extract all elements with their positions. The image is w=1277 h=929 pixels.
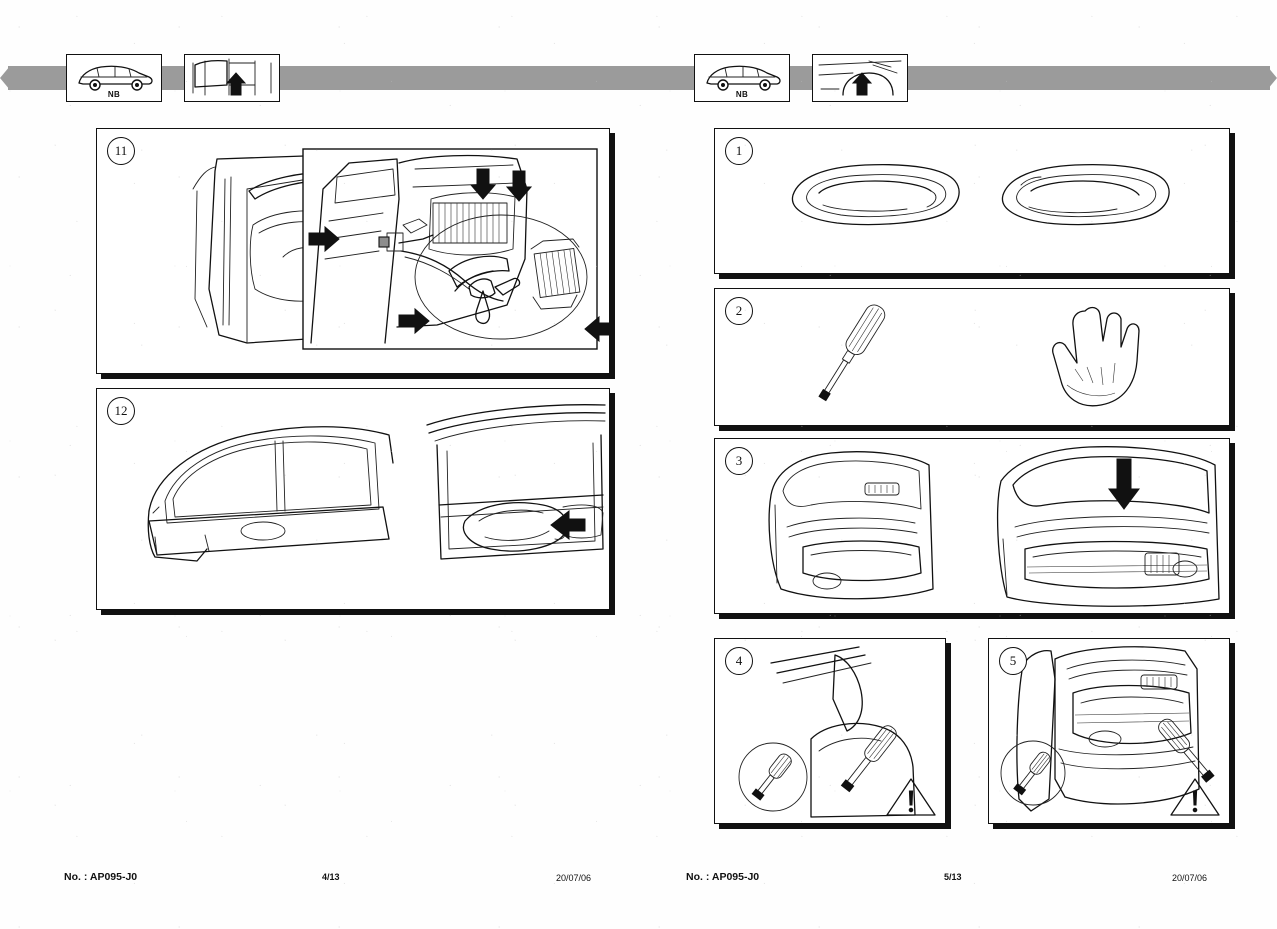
panel-step-4 [714,638,946,824]
header-icon-label-nb-1: NB [107,90,121,99]
step-1-illustration [715,129,1229,273]
right-footer-page-number: 5/13 [944,872,962,882]
left-footer-page-number: 4/13 [322,872,340,882]
step-number-3: 3 [725,447,753,475]
header-icon-box-1 [66,54,162,102]
header-icon-box-3 [694,54,790,102]
door-sill-arrow-diagram-icon [185,55,279,101]
right-footer-date: 20/07/06 [1172,873,1208,883]
panel-step-3 [714,438,1230,614]
step-3-illustration [715,439,1229,613]
left-footer-reference: No. : AP095-J0 [64,871,138,883]
step-11-illustration [97,129,609,373]
step-number-12: 12 [107,397,135,425]
header-icon-box-4 [812,54,908,102]
step-number-11: 11 [107,137,135,165]
panel-step-5 [988,638,1230,824]
step-number-5: 5 [999,647,1027,675]
panel-step-1 [714,128,1230,274]
right-footer-reference: No. : AP095-J0 [686,871,760,883]
header-icon-label-nb-2: NB [735,90,749,99]
step-number-2: 2 [725,297,753,325]
step-number-1: 1 [725,137,753,165]
panel-step-12 [96,388,610,610]
step-2-illustration [715,289,1229,425]
left-footer-date: 20/07/06 [556,873,592,883]
step-number-4: 4 [725,647,753,675]
header-icon-box-2 [184,54,280,102]
wheel-arch-arrow-diagram-icon [813,55,907,101]
panel-step-2 [714,288,1230,426]
panel-step-11 [96,128,610,374]
step-12-illustration [97,389,609,609]
